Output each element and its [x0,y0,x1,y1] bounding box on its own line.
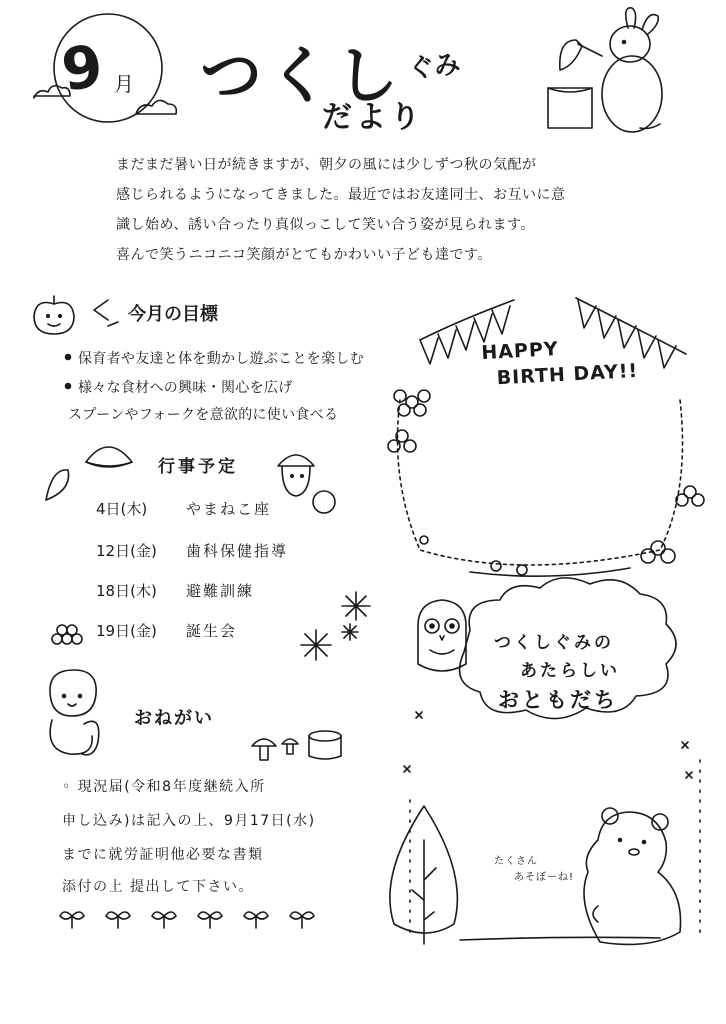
event-date: 12日(金) [96,542,157,560]
request-line: 添付の上 提出して下さい。 [62,879,254,895]
bracket-icon [94,300,108,320]
goal-item: スプーンやフォークを意欲的に使い食べる [68,407,339,423]
intro-line: 感じられるようになってきました。最近ではお友達同士、お互いに意 [116,187,566,203]
bear-speech-line: あそぼーね! [514,872,575,883]
flower-icon [388,390,704,575]
event-name: 歯科保健指導 [186,542,289,560]
newsletter-title: つくし [200,39,405,112]
leaf-icon [46,470,69,500]
birthday-heading [481,332,639,392]
mushroom-icon [252,739,298,760]
bullet-icon [66,384,71,389]
squirrel-icon [50,670,99,755]
wreath-frame [398,400,683,565]
events-heading: 行事予定 [158,457,238,477]
acorn-icon [278,455,314,496]
birthday-line: HAPPY [480,338,560,365]
intro-line: 識し始め、誘い合ったり真似っこして笑い合う姿が見られます。 [116,217,535,233]
grapes-icon [52,625,82,644]
newsletter-subtitle: だより [322,100,424,135]
bear-icon [584,808,681,944]
class-suffix: ぐみ [406,49,462,85]
goals-heading: 今月の目標 [128,304,218,325]
bear-speech-line: たくさん [494,856,538,867]
request-line: までに就労証明他必要な書類 [62,847,264,863]
net-icon [560,40,602,70]
apple-icon [34,296,74,334]
new-friends-line: あたらしい [520,661,620,681]
intro-line: 喜んで笑うニコニコ笑顔がとてもかわいい子ども達です。 [116,247,492,263]
stump-icon [548,88,592,128]
rabbit-icon [602,8,662,132]
event-name: 避難訓練 [186,582,255,600]
birthday-line: BIRTH DAY!! [496,359,639,390]
requests-heading: おねがい [134,708,214,729]
nut-icon [313,491,335,513]
owl-icon [418,600,466,671]
stump-icon [309,731,341,759]
chestnut-icon [86,447,132,467]
tree-icon [390,806,458,944]
sparkle-icon [416,712,422,718]
new-friends-line: おともだち [498,688,618,712]
goal-item: 様々な食材への興味・関心を広げ [78,380,293,396]
intro-line: まだまだ暑い日が続きますが、朝夕の風には少しずつ秋の気配が [116,157,537,173]
goal-item: 保育者や友達と体を動かし遊ぶことを楽しむ [78,351,364,367]
bullet-icon [66,355,71,360]
request-line: ◦ 現況届(令和8年度継続入所 [62,779,266,795]
vine-icon [470,568,630,576]
event-name: 誕生会 [186,622,238,640]
event-name: やまねこ座 [186,500,272,518]
firework-icon [301,592,370,660]
month-number: 9 [57,31,107,105]
sprout-icon [60,912,314,928]
request-line: 申し込み)は記入の上、9月17日(水) [62,813,316,829]
event-date: 4日(木) [96,500,148,518]
event-date: 19日(金) [96,622,157,640]
ground-line [460,937,660,940]
new-friends-line: つくしぐみの [494,633,614,653]
month-unit: 月 [114,72,134,96]
cloud-icon [136,100,176,114]
event-date: 18日(木) [96,582,157,600]
